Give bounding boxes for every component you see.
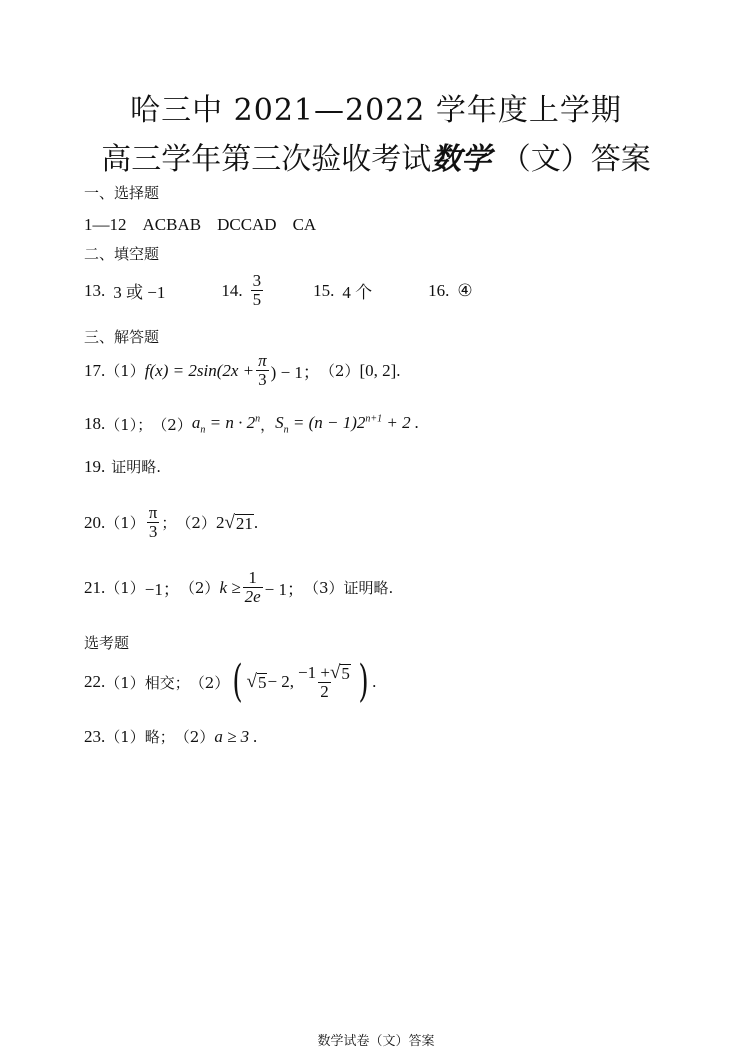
q22-label: 22. <box>84 672 106 691</box>
q19-answer <box>84 456 161 477</box>
page-subtitle <box>0 134 752 178</box>
q20-end: . <box>253 512 259 532</box>
q21-denominator: 2e <box>244 587 261 606</box>
choice-range: 1—12 <box>84 215 127 234</box>
q22-sqrt: √ 5 <box>246 671 267 692</box>
q20-answer <box>84 504 258 541</box>
q18-comma: ， <box>260 415 276 434</box>
q20-sqrt: √ 21 <box>224 511 253 533</box>
q21-tail: − 1； <box>264 580 304 599</box>
q19-label: 19. <box>84 456 106 476</box>
section-solve: 三、解答题 <box>84 328 160 346</box>
q16-label: 16. <box>428 280 450 300</box>
page-title: 哈三中 2021—2022 学年度上学期 <box>130 93 622 128</box>
q20-numerator: π <box>148 503 158 522</box>
q22-part-x: − 2, <box>267 672 295 691</box>
q20-denominator: 3 <box>148 522 158 541</box>
q17-tail: ) − 1； <box>270 363 320 382</box>
q18-part1: （1）； <box>105 415 153 434</box>
q18-an: $a_n = n \cdot 2^n$ <box>191 413 261 436</box>
q21-part1: （1） <box>105 579 145 597</box>
section-elective: 选考题 <box>84 634 130 652</box>
choice-group-1: ACBAB <box>142 215 202 234</box>
q20-radicand: 21 <box>235 513 253 533</box>
choice-group-2: DCCAD <box>217 215 277 234</box>
q16-value: ④ <box>457 280 473 300</box>
q23-part1: （1）略； <box>105 728 175 746</box>
q23-part2: （2） <box>174 728 215 746</box>
q21-numerator: 1 <box>248 568 257 587</box>
q22-part1: （1）相交； <box>105 673 190 692</box>
subtitle-post: 答案 <box>590 142 651 177</box>
q13-label: 13. <box>84 280 106 300</box>
q19-text: 证明略. <box>111 458 162 476</box>
q13-value: 3 或 −1 <box>113 283 166 302</box>
q22-part2: （2） <box>189 673 230 692</box>
subtitle-subject: 数学 <box>431 142 492 177</box>
section-fill: 二、填空题 <box>84 245 160 263</box>
q15-value: 4 个 <box>342 283 373 302</box>
q23-answer <box>84 726 258 747</box>
q20-fraction <box>147 504 160 541</box>
fill-answers <box>84 272 473 309</box>
choice-answers <box>84 215 316 235</box>
q18-answer <box>84 413 419 435</box>
q22-numerator: −1 + √ 5 <box>298 661 350 683</box>
q22-radicand: 5 <box>257 673 267 692</box>
q14-label: 14. <box>221 280 243 300</box>
choice-group-3: CA <box>292 215 317 234</box>
q21-fraction <box>243 569 263 606</box>
q14-numerator: 3 <box>252 271 262 290</box>
q17-interval: [0, 2] <box>359 360 397 380</box>
q17-part1: （1） <box>105 362 145 380</box>
q22-fraction <box>296 661 353 701</box>
q22-answer <box>84 656 377 707</box>
q21-value1: −1； <box>144 580 180 599</box>
q23-expr: a ≥ 3 . <box>214 726 258 746</box>
q21-label: 21. <box>84 577 106 597</box>
q23-label: 23. <box>84 726 106 746</box>
q17-denominator: 3 <box>258 370 267 389</box>
q18-label: 18. <box>84 414 106 434</box>
q15-label: 15. <box>313 280 335 300</box>
q22-left-paren: ( <box>232 656 244 707</box>
q14-fraction <box>251 272 264 309</box>
subtitle-kind: （文） <box>500 142 591 177</box>
q14-denominator: 5 <box>252 290 262 309</box>
q22-denominator: 2 <box>320 681 329 701</box>
q17-numerator: π <box>258 351 267 370</box>
q17-function: f(x) = 2sin(2x + <box>144 360 255 380</box>
q20-part1: （1） <box>105 514 145 532</box>
q20-coef: 2 <box>215 512 225 532</box>
q22-right-paren: ) <box>358 656 369 707</box>
q17-label: 17. <box>84 360 106 380</box>
section-choice: 一、选择题 <box>84 184 160 202</box>
q21-answer <box>84 569 393 606</box>
subtitle-pre: 高三学年第三次验收考试 <box>101 142 432 177</box>
q22-end: . <box>372 672 377 691</box>
q17-part2: （2） <box>319 362 360 380</box>
q17-end: . <box>396 360 401 380</box>
q21-part3: （3）证明略. <box>303 579 394 597</box>
q20-sep: ； <box>161 514 177 532</box>
q18-sn: $S_n = (n - 1)2^{n+1} + 2$ . <box>275 413 420 436</box>
q20-label: 20. <box>84 512 106 532</box>
q21-k: k ≥ <box>219 577 241 597</box>
q18-part2: （2） <box>152 415 192 434</box>
page-footer: 数学试卷（文）答案 <box>317 1034 435 1049</box>
q17-fraction <box>256 352 269 389</box>
q17-answer <box>84 352 401 389</box>
q21-part2: （2） <box>179 579 220 597</box>
q20-part2: （2） <box>176 514 216 532</box>
